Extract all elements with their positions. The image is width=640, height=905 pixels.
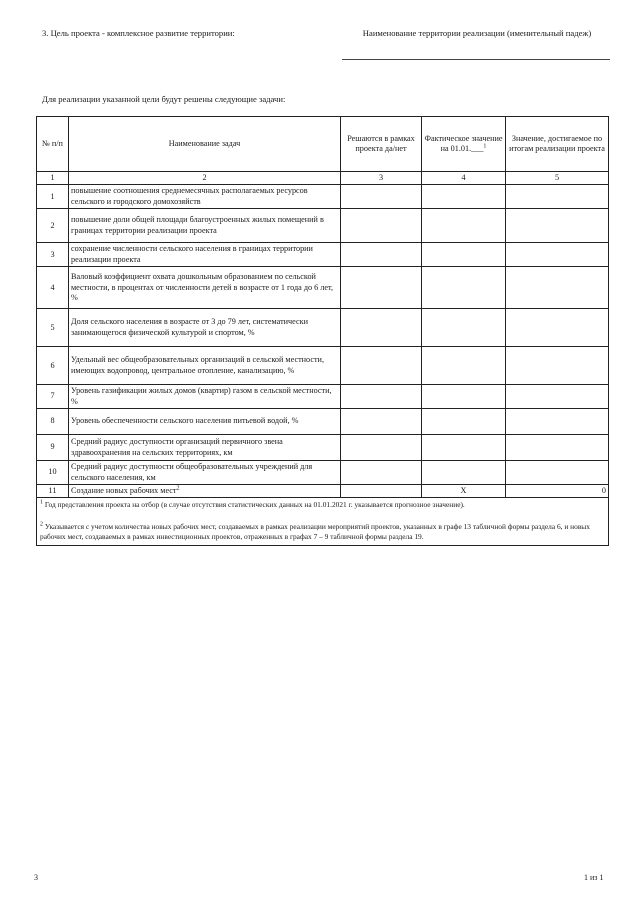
task-name-text: Валовый коэффициент охвата дошкольным образованием по сельской местности, в процентах от численности детей в возрасте от 1 года до 6 лет, % bbox=[71, 272, 333, 302]
task-name-text: повышение доли общей площади благоустроенных жилых помещений в границах территории реализации проекта bbox=[71, 215, 324, 235]
task-row bbox=[37, 461, 609, 485]
task-number bbox=[37, 243, 69, 267]
col-header-actual-blank: ___ bbox=[471, 144, 484, 153]
task-number bbox=[37, 309, 69, 347]
task-number-text: 6 bbox=[50, 360, 55, 370]
table-header-row bbox=[37, 117, 609, 172]
col-header-solved: Решаются в рамках проекта да/нет bbox=[341, 117, 422, 172]
column-number: 5 bbox=[506, 172, 609, 185]
task-solved bbox=[341, 485, 422, 498]
task-name-text: Средний радиус доступности организаций первичного звена здравоохранения на сельских территориях, км bbox=[71, 437, 283, 457]
task-row bbox=[37, 347, 609, 385]
task-name-text: сохранение численности сельского населения в границах территории реализации проекта bbox=[71, 244, 313, 264]
task-row bbox=[37, 267, 609, 309]
task-number bbox=[37, 485, 69, 498]
task-solved bbox=[341, 309, 422, 347]
col-header-result: Значение, достигаемое по итогам реализации проекта bbox=[506, 117, 609, 172]
territory-label: Наименование территории реализации (именительный падеж) bbox=[362, 28, 592, 38]
task-solved bbox=[341, 461, 422, 485]
task-row bbox=[37, 209, 609, 243]
task-actual-value bbox=[422, 409, 506, 435]
footnote-1-text: Год представления проекта на отбор (в случае отсутствия статистических данных на 01.01.2021 г. указывается прогнозное значение). bbox=[44, 500, 465, 510]
task-number-text: 1 bbox=[50, 191, 55, 201]
task-name bbox=[69, 435, 341, 461]
task-number-text: 11 bbox=[48, 486, 57, 496]
column-numbers-row bbox=[37, 172, 609, 185]
tasks-table bbox=[36, 116, 609, 546]
task-name-text: Удельный вес общеобразовательных организаций в сельской местности, имеющих водопровод, центральное отопление, канализацию, % bbox=[71, 355, 324, 375]
task-row bbox=[37, 409, 609, 435]
task-actual-value bbox=[422, 347, 506, 385]
col-header-name: Наименование задач bbox=[69, 117, 341, 172]
task-actual-value bbox=[422, 461, 506, 485]
task-number bbox=[37, 409, 69, 435]
task-result-value bbox=[506, 185, 609, 209]
task-row bbox=[37, 185, 609, 209]
footnote-row bbox=[37, 498, 609, 545]
task-number-text: 9 bbox=[50, 442, 55, 452]
task-name bbox=[69, 409, 341, 435]
task-row bbox=[37, 485, 609, 498]
goal-label: 3. Цель проекта - комплексное развитие территории: bbox=[42, 28, 235, 38]
task-result-value bbox=[506, 209, 609, 243]
task-solved bbox=[341, 347, 422, 385]
task-result-value bbox=[506, 461, 609, 485]
task-name-text: Уровень обеспеченности сельского населения питьевой водой, % bbox=[71, 416, 299, 426]
task-solved bbox=[341, 243, 422, 267]
task-result-value bbox=[506, 347, 609, 385]
task-row bbox=[37, 435, 609, 461]
task-result-value bbox=[506, 435, 609, 461]
task-name-text: Уровень газификации жилых домов (квартир) газом в сельской местности, % bbox=[71, 386, 332, 406]
column-number: 1 bbox=[37, 172, 69, 185]
column-number: 4 bbox=[422, 172, 506, 185]
page-of: 1 из 1 bbox=[584, 873, 604, 882]
task-solved bbox=[341, 385, 422, 409]
task-number-text: 7 bbox=[50, 391, 55, 401]
task-number-text: 10 bbox=[48, 467, 57, 477]
task-name bbox=[69, 209, 341, 243]
task-solved bbox=[341, 409, 422, 435]
task-result-value bbox=[506, 385, 609, 409]
task-actual-value bbox=[422, 243, 506, 267]
col-header-actual bbox=[422, 117, 506, 172]
task-name bbox=[69, 243, 341, 267]
task-name-text: Доля сельского населения в возрасте от 3 до 79 лет, систематически занимающегося физической культурой и спортом, % bbox=[71, 317, 308, 337]
task-solved bbox=[341, 209, 422, 243]
column-number: 2 bbox=[69, 172, 341, 185]
col-header-num: № п/п bbox=[37, 117, 69, 172]
task-row bbox=[37, 243, 609, 267]
task-name bbox=[69, 485, 341, 498]
task-result-value bbox=[506, 267, 609, 309]
task-number-text: 3 bbox=[50, 249, 55, 259]
task-result-value bbox=[506, 309, 609, 347]
task-solved bbox=[341, 185, 422, 209]
task-row bbox=[37, 385, 609, 409]
task-name bbox=[69, 185, 341, 209]
task-result-value-text: 0 bbox=[601, 486, 606, 496]
task-number-text: 8 bbox=[50, 416, 55, 426]
task-name-text: повышение соотношения среднемесячных располагаемых ресурсов сельского и городского домохозяйств bbox=[71, 186, 308, 206]
page-number: 3 bbox=[34, 873, 38, 882]
task-number-text: 5 bbox=[50, 322, 55, 332]
task-result-value bbox=[506, 485, 609, 498]
task-name-text: Средний радиус доступности общеобразовательных учреждений для сельского населения, км bbox=[71, 462, 313, 482]
task-number bbox=[37, 385, 69, 409]
task-result-value bbox=[506, 243, 609, 267]
task-solved bbox=[341, 435, 422, 461]
task-name bbox=[69, 309, 341, 347]
task-solved bbox=[341, 267, 422, 309]
task-name bbox=[69, 461, 341, 485]
footnote-1-mark: 1 bbox=[40, 499, 43, 506]
territory-underline bbox=[342, 59, 610, 60]
col-header-actual-text: Фактическое значение на 01.01. bbox=[424, 133, 503, 153]
tasks-intro: Для реализации указанной цели будут решены следующие задачи: bbox=[42, 94, 286, 104]
task-actual-value bbox=[422, 435, 506, 461]
footnote-ref-1: 1 bbox=[483, 143, 487, 150]
footnote-2-text: Указывается с учетом количества новых рабочих мест, создаваемых в рамках реализации мероприятий проектов, указанных в графе 13 табличной формы раздела 6, и новых рабочих мест, создаваемых в рамках инвестиционных проектов, отраженных в графах 7 – 9 табличной формы раздела 19. bbox=[40, 521, 590, 542]
task-name bbox=[69, 347, 341, 385]
task-result-value bbox=[506, 409, 609, 435]
task-actual-value bbox=[422, 267, 506, 309]
footnote-1 bbox=[37, 498, 609, 545]
task-actual-value-text: X bbox=[460, 486, 467, 496]
task-number bbox=[37, 347, 69, 385]
task-name bbox=[69, 267, 341, 309]
column-number: 3 bbox=[341, 172, 422, 185]
task-row bbox=[37, 309, 609, 347]
task-number bbox=[37, 209, 69, 243]
task-number bbox=[37, 435, 69, 461]
footnote-2-mark: 2 bbox=[40, 521, 43, 528]
task-number bbox=[37, 461, 69, 485]
task-actual-value bbox=[422, 385, 506, 409]
task-actual-value bbox=[422, 185, 506, 209]
task-number-text: 4 bbox=[50, 282, 55, 292]
task-actual-value bbox=[422, 209, 506, 243]
task-number bbox=[37, 267, 69, 309]
task-name bbox=[69, 385, 341, 409]
task-number bbox=[37, 185, 69, 209]
footnote-ref-2: 2 bbox=[176, 485, 180, 492]
task-actual-value bbox=[422, 485, 506, 498]
task-actual-value bbox=[422, 309, 506, 347]
task-number-text: 2 bbox=[50, 220, 55, 230]
task-name-text: Создание новых рабочих мест bbox=[71, 486, 177, 496]
